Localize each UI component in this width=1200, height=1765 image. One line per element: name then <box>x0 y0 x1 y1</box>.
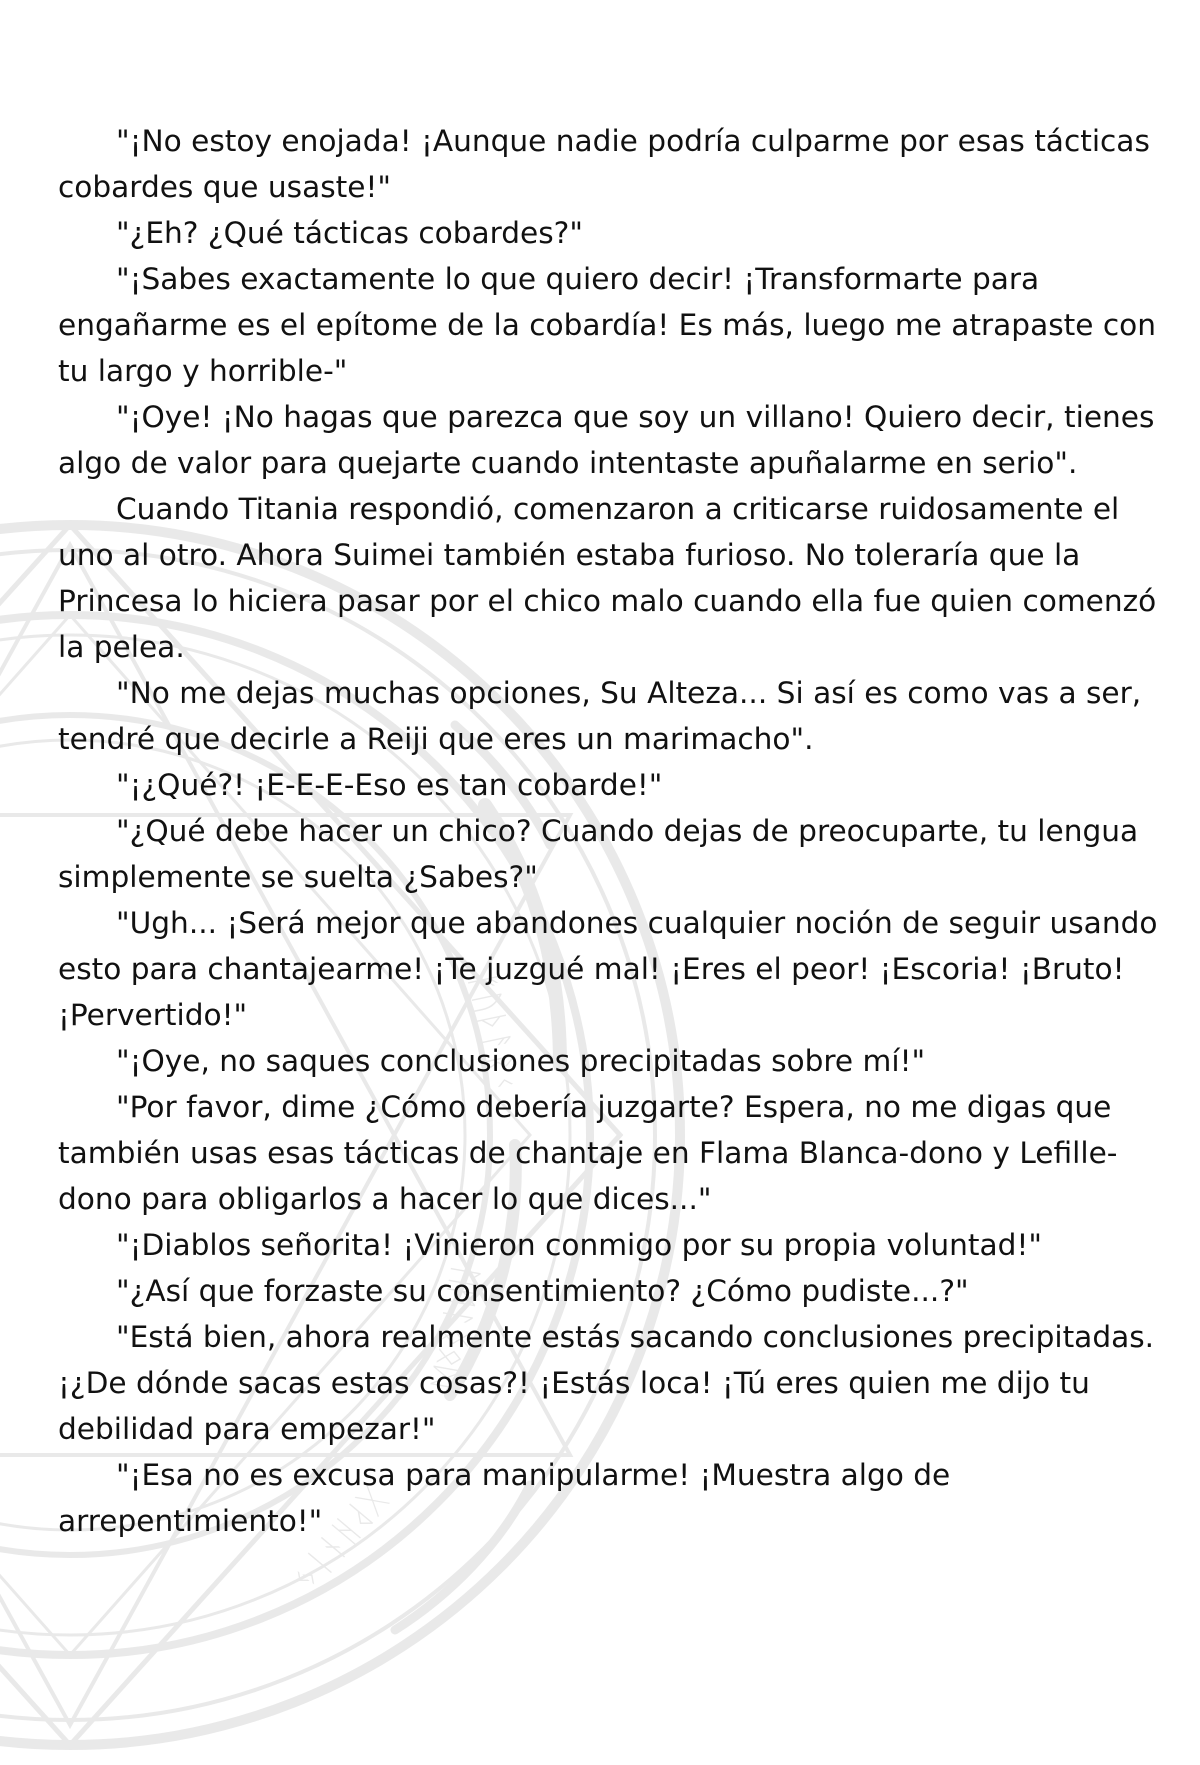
paragraph: Cuando Titania respondió, comenzaron a criticarse ruidosamente el uno al otro. Ahora Suimei también estaba furioso. No toleraría que la Princesa lo hiciera pasar por el chico malo cuando ella fue quien comenzó la pelea. <box>58 492 1157 664</box>
paragraph: "¡Sabes exactamente lo que quiero decir! ¡Transformarte para engañarme es el epítome de la cobardía! Es más, luego me atrapaste con tu largo y horrible-" <box>58 262 1156 388</box>
svg-text:ᛖᛗᛚᛝᛟᛞ: ᛖᛗᛚᛝᛟᛞ <box>424 1263 486 1391</box>
paragraph: "¿Qué debe hacer un chico? Cuando dejas de preocuparte, tu lengua simplemente se suelta ¿Sabes?" <box>58 814 1139 894</box>
paragraph: "Está bien, ahora realmente estás sacando conclusiones precipitadas. ¡¿De dónde sacas estas cosas?! ¡Estás loca! ¡Tú eres quien me dijo tu debilidad para empezar!" <box>58 1320 1155 1446</box>
paragraph: "¡Diablos señorita! ¡Vinieron conmigo por su propia voluntad!" <box>116 1228 1042 1262</box>
svg-text:ᚠᚢᚦᚨᚱᚲ: ᚠᚢᚦᚨᚱᚲ <box>461 968 526 1097</box>
document-body <box>58 118 1158 1544</box>
paragraph: "¡Oye, no saques conclusiones precipitadas sobre mí!" <box>116 1044 926 1078</box>
svg-text:ᚷᚹᚺᚾᛁᛃ: ᚷᚹᚺᚾᛁᛃ <box>284 1479 394 1599</box>
paragraph: "¡¿Qué?! ¡E-E-E-Eso es tan cobarde!" <box>116 768 663 802</box>
paragraph: "¡No estoy enojada! ¡Aunque nadie podría culparme por esas tácticas cobardes que usaste!" <box>58 124 1150 204</box>
paragraph: "¿Eh? ¿Qué tácticas cobardes?" <box>116 216 583 250</box>
paragraph: "Ugh... ¡Será mejor que abandones cualquier noción de seguir usando esto para chantajearme! ¡Te juzgué mal! ¡Eres el peor! ¡Escoria! ¡Bruto! ¡Pervertido!" <box>58 906 1158 1032</box>
paragraph: "¡Oye! ¡No hagas que parezca que soy un villano! Quiero decir, tienes algo de valor para quejarte cuando intentaste apuñalarme en serio". <box>58 400 1155 480</box>
paragraph: "¿Así que forzaste su consentimiento? ¿Cómo pudiste...?" <box>116 1274 969 1308</box>
paragraph: "¡Esa no es excusa para manipularme! ¡Muestra algo de arrepentimiento!" <box>58 1458 951 1538</box>
paragraph: "Por favor, dime ¿Cómo debería juzgarte? Espera, no me digas que también usas esas tácticas de chantaje en Flama Blanca-dono y Lefille-dono para obligarlos a hacer lo que dices..." <box>58 1090 1118 1216</box>
paragraph: "No me dejas muchas opciones, Su Alteza... Si así es como vas a ser, tendré que decirle a Reiji que eres un marimacho". <box>58 676 1142 756</box>
